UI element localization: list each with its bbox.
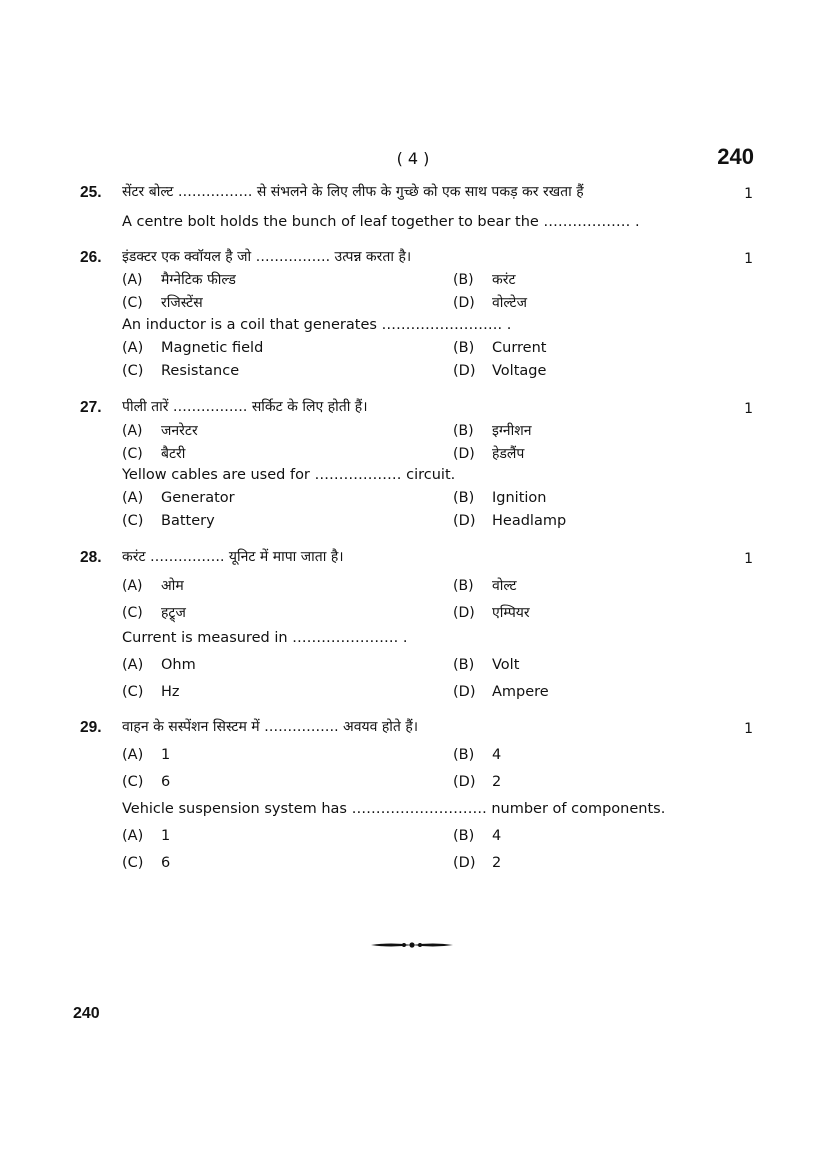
option-c-hindi: (C) 6 [122,774,171,790]
option-b-english: (B) Current [453,340,547,356]
option-c-english: (C) Hz [122,684,180,700]
question-marks: 1 [744,401,753,417]
option-d-hindi: (D) हेडलैंप [453,446,525,462]
end-of-paper-ornament [371,939,453,951]
paper-code-footer: 240 [73,1005,100,1022]
question-hindi-text: पीली तारें ……………. सर्किट के लिए होती हैं। [122,399,368,415]
question-english-text: A centre bolt holds the bunch of leaf together to bear the ……………… . [122,214,640,230]
option-c-hindi: (C) रजिस्टेंस [122,295,203,311]
page-number: ( 4 ) [396,149,430,168]
option-d-hindi: (D) एम्पियर [453,605,530,621]
question-hindi-text: सेंटर बोल्ट ……………. से संभलने के लिए लीफ के गुच्छे को एक साथ पकड़ कर रखता हैं [122,184,584,200]
paper-code-header: 240 [717,144,754,169]
question-english-text: An inductor is a coil that generates ……………………. . [122,317,512,333]
option-a-english: (A) Ohm [122,657,196,673]
question-hindi-text: इंडक्टर एक क्वॉयल है जो ……………. उत्पन्न करता है। [122,249,412,265]
question-marks: 1 [744,251,753,267]
option-a-hindi: (A) जनरेटर [122,423,198,439]
question-english-text: Current is measured in …………………. . [122,630,408,646]
option-d-english: (D) Ampere [453,684,549,700]
option-c-hindi: (C) बैटरी [122,446,186,462]
option-a-hindi: (A) ओम [122,578,184,594]
option-a-hindi: (A) मैग्नेटिक फील्ड [122,272,236,288]
option-d-english: (D) Voltage [453,363,547,379]
option-b-hindi: (B) वोल्ट [453,578,517,594]
option-c-english: (C) Resistance [122,363,240,379]
option-b-english: (B) Volt [453,657,520,673]
option-c-hindi: (C) हट्र्ज [122,605,186,621]
option-a-english: (A) Generator [122,490,235,506]
question-english-text: Vehicle suspension system has ………………………. number of components. [122,801,666,817]
option-a-hindi: (A) 1 [122,747,171,763]
option-d-hindi: (D) 2 [453,774,502,790]
question-number: 27. [80,399,102,416]
question-number: 25. [80,184,102,201]
question-marks: 1 [744,186,753,202]
option-b-english: (B) 4 [453,828,502,844]
option-d-hindi: (D) वोल्टेज [453,295,527,311]
option-c-english: (C) 6 [122,855,171,871]
option-b-hindi: (B) इग्नीशन [453,423,532,439]
option-b-hindi: (B) 4 [453,747,502,763]
question-hindi-text: वाहन के सस्पेंशन सिस्टम में ……………. अवयव होते हैं। [122,719,419,735]
option-c-english: (C) Battery [122,513,215,529]
option-d-english: (D) 2 [453,855,502,871]
question-number: 29. [80,719,102,736]
question-english-text: Yellow cables are used for ……………… circuit. [122,467,456,483]
option-a-english: (A) 1 [122,828,171,844]
question-marks: 1 [744,551,753,567]
question-hindi-text: करंट ……………. यूनिट में मापा जाता है। [122,549,344,565]
option-b-english: (B) Ignition [453,490,547,506]
question-marks: 1 [744,721,753,737]
option-b-hindi: (B) करंट [453,272,516,288]
question-number: 28. [80,549,102,566]
option-a-english: (A) Magnetic field [122,340,264,356]
option-d-english: (D) Headlamp [453,513,567,529]
question-number: 26. [80,249,102,266]
